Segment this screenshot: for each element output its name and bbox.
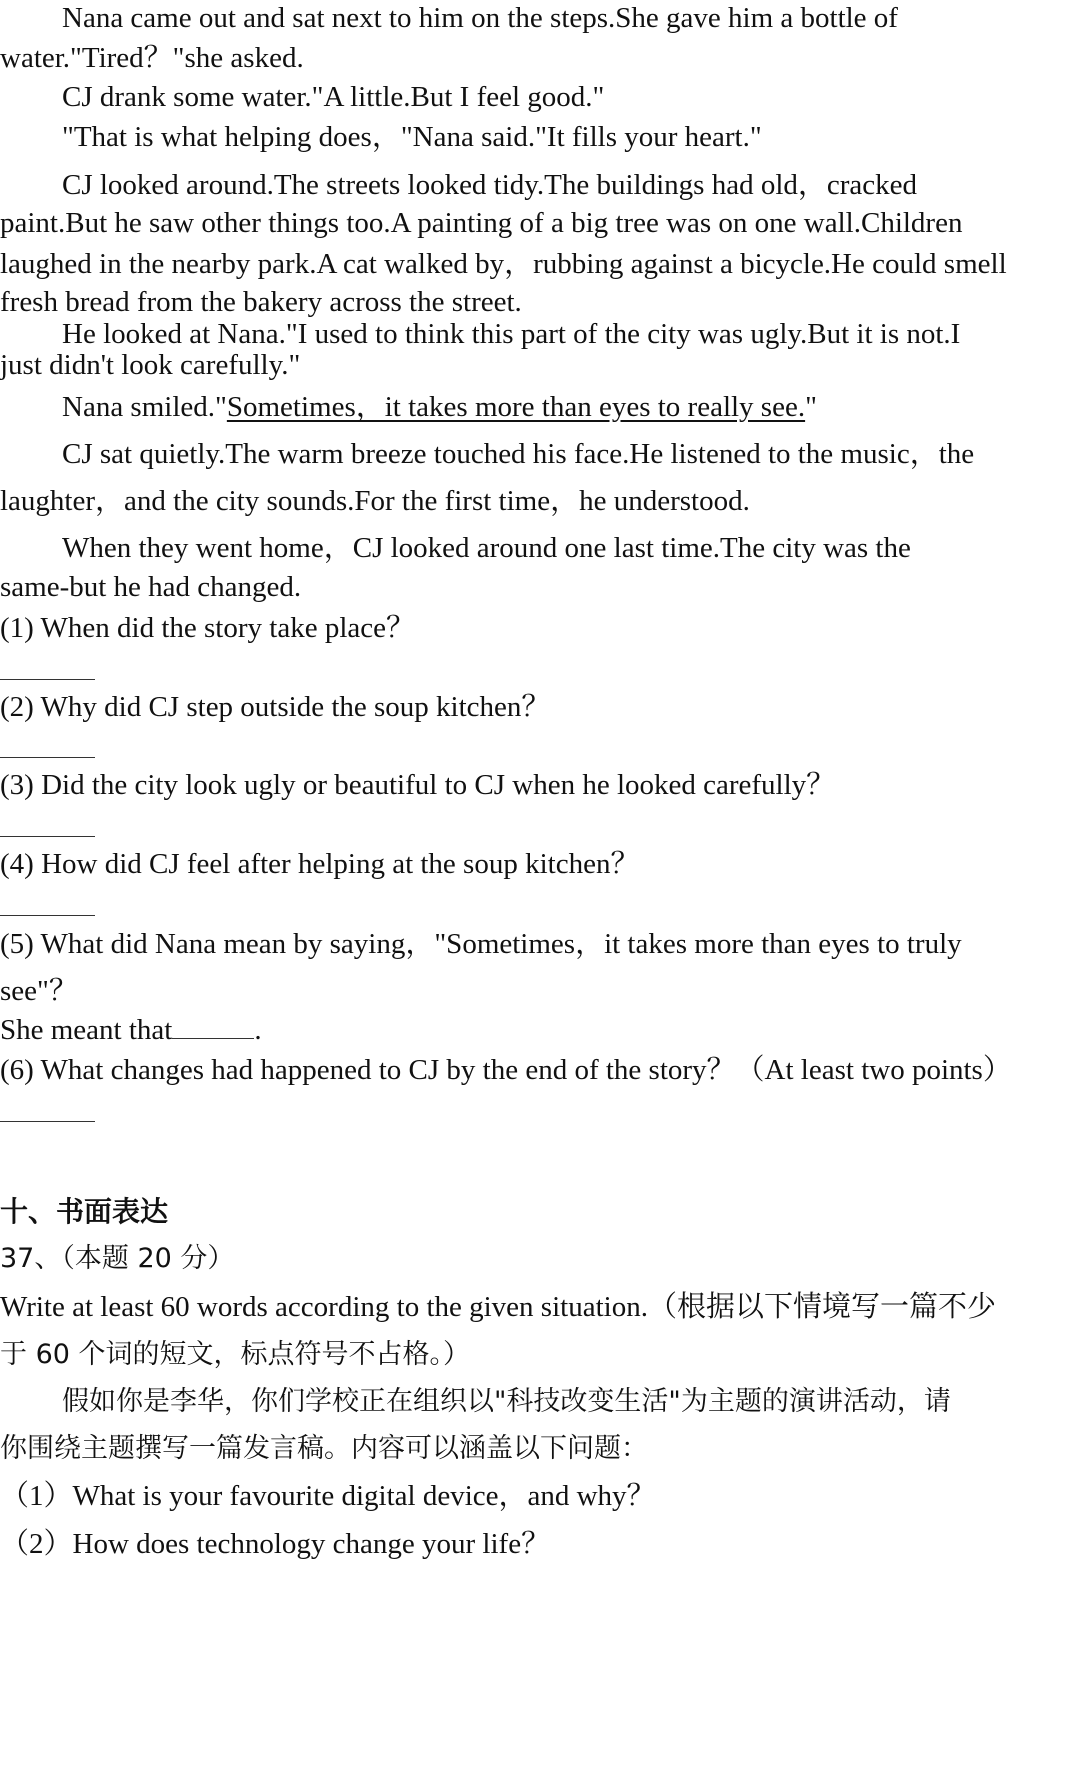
passage-line: CJ looked around.The streets looked tidy.The buildings had old，cracked bbox=[62, 169, 918, 201]
question-4: (4) How did CJ feel after helping at the soup kitchen？ bbox=[0, 848, 640, 880]
passage-line: fresh bread from the bakery across the street. bbox=[0, 286, 522, 318]
passage-line: When they went home，CJ looked around one last time.The city was the bbox=[62, 532, 911, 564]
passage-line: Nana came out and sat next to him on the steps.She gave him a bottle of bbox=[62, 2, 898, 34]
passage-line-quote bbox=[62, 389, 817, 425]
quote-lead: Nana smiled." bbox=[62, 391, 227, 423]
passage-line: CJ sat quietly.The warm breeze touched his face.He listened to the music，the bbox=[62, 438, 975, 470]
passage-line: same-but he had changed. bbox=[0, 571, 302, 603]
underlined-sentence: Sometimes，it takes more than eyes to really see. bbox=[226, 391, 806, 423]
answer-blank-3[interactable] bbox=[0, 836, 95, 837]
passage-line: laughed in the nearby park.A cat walked by，rubbing against a bicycle.He could smell bbox=[0, 248, 1007, 280]
question-1: (1) When did the story take place？ bbox=[0, 612, 415, 644]
answer-blank-5[interactable] bbox=[172, 1012, 254, 1039]
question-5-cont: see"？ bbox=[0, 975, 78, 1007]
instruction-line: Write at least 60 words according to the given situation.（根据以下情境写一篇不少 bbox=[0, 1291, 996, 1323]
item-number: 37、（本题 20 分） bbox=[0, 1243, 235, 1274]
answer-blank-2[interactable] bbox=[0, 757, 95, 758]
answer-suffix: . bbox=[254, 1014, 262, 1046]
question-5: (5) What did Nana mean by saying，"Sometimes，it takes more than eyes to truly bbox=[0, 928, 962, 960]
question-6: (6) What changes had happened to CJ by the end of the story？（At least two points） bbox=[0, 1054, 1012, 1086]
instruction-line: 于 60 个词的短文，标点符号不占格。） bbox=[0, 1339, 471, 1370]
passage-line: He looked at Nana."I used to think this part of the city was ugly.But it is not.I bbox=[62, 318, 961, 350]
writing-prompt-1: （1）What is your favourite digital device，and why？ bbox=[0, 1480, 656, 1512]
passage-line: water."Tired？"she asked. bbox=[0, 42, 304, 74]
answer-prefix: She meant that bbox=[0, 1014, 173, 1046]
answer-blank-1[interactable] bbox=[0, 679, 95, 680]
passage-line: laughter，and the city sounds.For the first time，he understood. bbox=[0, 485, 750, 517]
answer-blank-6[interactable] bbox=[0, 1121, 95, 1122]
quote-close: " bbox=[805, 391, 817, 423]
passage-line: "That is what helping does，"Nana said."It fills your heart." bbox=[62, 121, 762, 153]
situation-line: 假如你是李华，你们学校正在组织以"科技改变生活"为主题的演讲活动，请 bbox=[62, 1386, 951, 1417]
answer-line-5 bbox=[0, 1012, 262, 1048]
passage-line: paint.But he saw other things too.A painting of a big tree was on one wall.Children bbox=[0, 207, 963, 239]
writing-prompt-2: （2）How does technology change your life？ bbox=[0, 1528, 551, 1560]
question-3: (3) Did the city look ugly or beautiful to CJ when he looked carefully？ bbox=[0, 769, 836, 801]
answer-blank-4[interactable] bbox=[0, 915, 95, 916]
question-2: (2) Why did CJ step outside the soup kitchen？ bbox=[0, 691, 551, 723]
situation-line: 你围绕主题撰写一篇发言稿。内容可以涵盖以下问题： bbox=[0, 1433, 648, 1464]
passage-line: CJ drank some water."A little.But I feel good." bbox=[62, 81, 605, 113]
passage-line: just didn't look carefully." bbox=[0, 349, 301, 381]
section-title: 十、书面表达 bbox=[0, 1195, 169, 1228]
